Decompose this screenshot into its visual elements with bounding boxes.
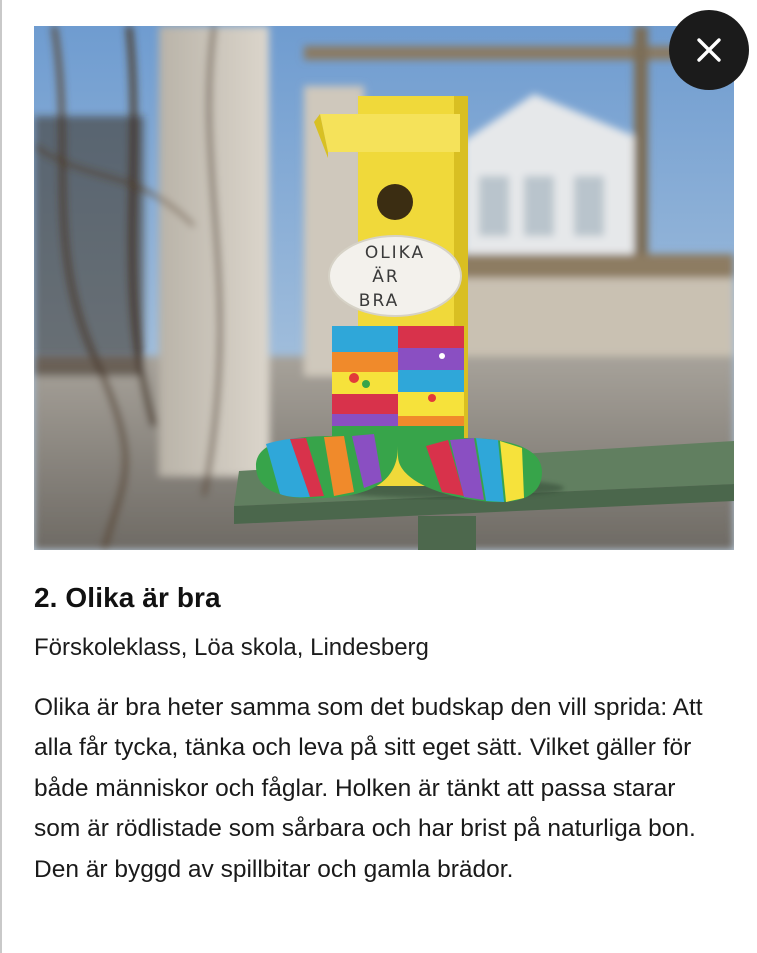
left-border [0, 0, 2, 953]
birdhouse-photo [34, 26, 734, 550]
close-icon [696, 37, 722, 63]
sign-text-line-3: BRA [358, 291, 400, 311]
entry-title: 2. Olika är bra [34, 582, 221, 613]
entry-subtitle: Förskoleklass, Löa skola, Lindesberg [34, 634, 429, 661]
sign-text-line-1: OLIKA [364, 243, 426, 263]
entry-description: Olika är bra heter samma som det budskap den vill sprida: Att alla får tycka, tänka och leva på sitt eget sätt. Vilket gäller för både människor och fåglar. Holken är tänkt att passa starar som är rödlistade som sårbara och har brist på naturliga bon. Den är byggd av spillbitar och gamla brädor. [34, 694, 703, 883]
close-button[interactable] [669, 10, 749, 90]
sign-text-line-2: ÄR [372, 267, 400, 287]
